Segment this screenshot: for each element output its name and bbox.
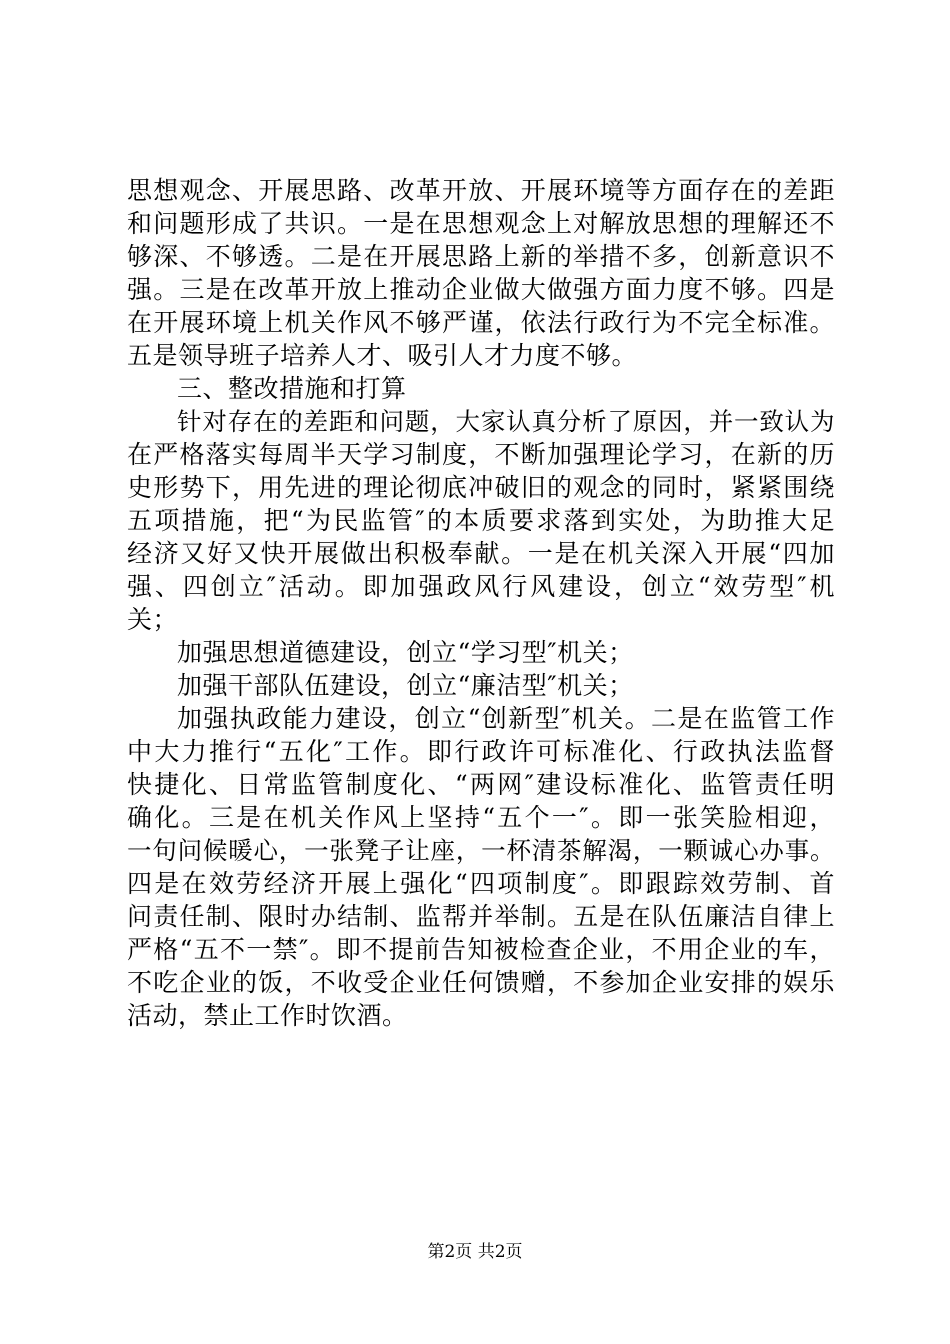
text-line: 四是在效劳经济开展上强化“四项制度″。即跟踪效劳制、首 [127,869,835,898]
text-line: 加强干部队伍建设，创立“廉洁型″机关； [177,671,634,700]
text-line: 一句问候暖心，一张凳子让座，一杯清茶解渴，一颗诚心办事。 [127,836,835,865]
text-line: 够深、不够透。二是在开展思路上新的举措不多，创新意识不 [127,242,835,271]
text-line: 活动，禁止工作时饮酒。 [127,1001,408,1030]
text-line: 在开展环境上机关作风不够严谨，依法行政行为不完全标准。 [127,308,835,337]
text-line: 史形势下，用先进的理论彻底冲破旧的观念的同时，紧紧围绕 [127,473,835,502]
text-line: 五是领导班子培养人才、吸引人才力度不够。 [127,341,638,370]
text-line: 强、四创立″活动。即加强政风行风建设，创立“效劳型″机 [127,572,835,601]
text-line: 和问题形成了共识。一是在思想观念上对解放思想的理解还不 [127,209,835,238]
text-line: 五项措施，把“为民监管″的本质要求落到实处，为助推大足 [127,506,835,535]
text-line: 在严格落实每周半天学习制度，不断加强理论学习，在新的历 [127,440,835,469]
text-line: 不吃企业的饭，不收受企业任何馈赠，不参加企业安排的娱乐 [127,968,835,997]
text-line: 关； [127,605,179,634]
text-line: 针对存在的差距和问题，大家认真分析了原因，并一致认为 [177,407,835,436]
text-line: 问责任制、限时办结制、监帮并举制。五是在队伍廉洁自律上 [127,902,835,931]
text-line: 加强执政能力建设，创立“创新型″机关。二是在监管工作 [177,704,835,733]
text-line: 确化。三是在机关作风上坚持“五个一″。即一张笑脸相迎， [127,803,835,832]
text-line: 三、整改措施和打算 [177,374,407,403]
text-line: 加强思想道德建设，创立“学习型″机关； [177,638,634,667]
text-line: 中大力推行“五化″工作。即行政许可标准化、行政执法监督 [127,737,835,766]
text-line: 强。三是在改革开放上推动企业做大做强方面力度不够。四是 [127,275,835,304]
text-line: 经济又好又快开展做出积极奉献。一是在机关深入开展“四加 [127,539,835,568]
text-line: 思想观念、开展思路、改革开放、开展环境等方面存在的差距 [127,176,835,205]
document-body [127,174,835,1032]
text-line: 快捷化、日常监管制度化、“两网″建设标准化、监管责任明 [127,770,835,799]
text-line: 严格“五不一禁″。即不提前告知被检查企业，不用企业的车， [127,935,835,964]
page-footer: 第2页 共2页 [427,1242,523,1262]
